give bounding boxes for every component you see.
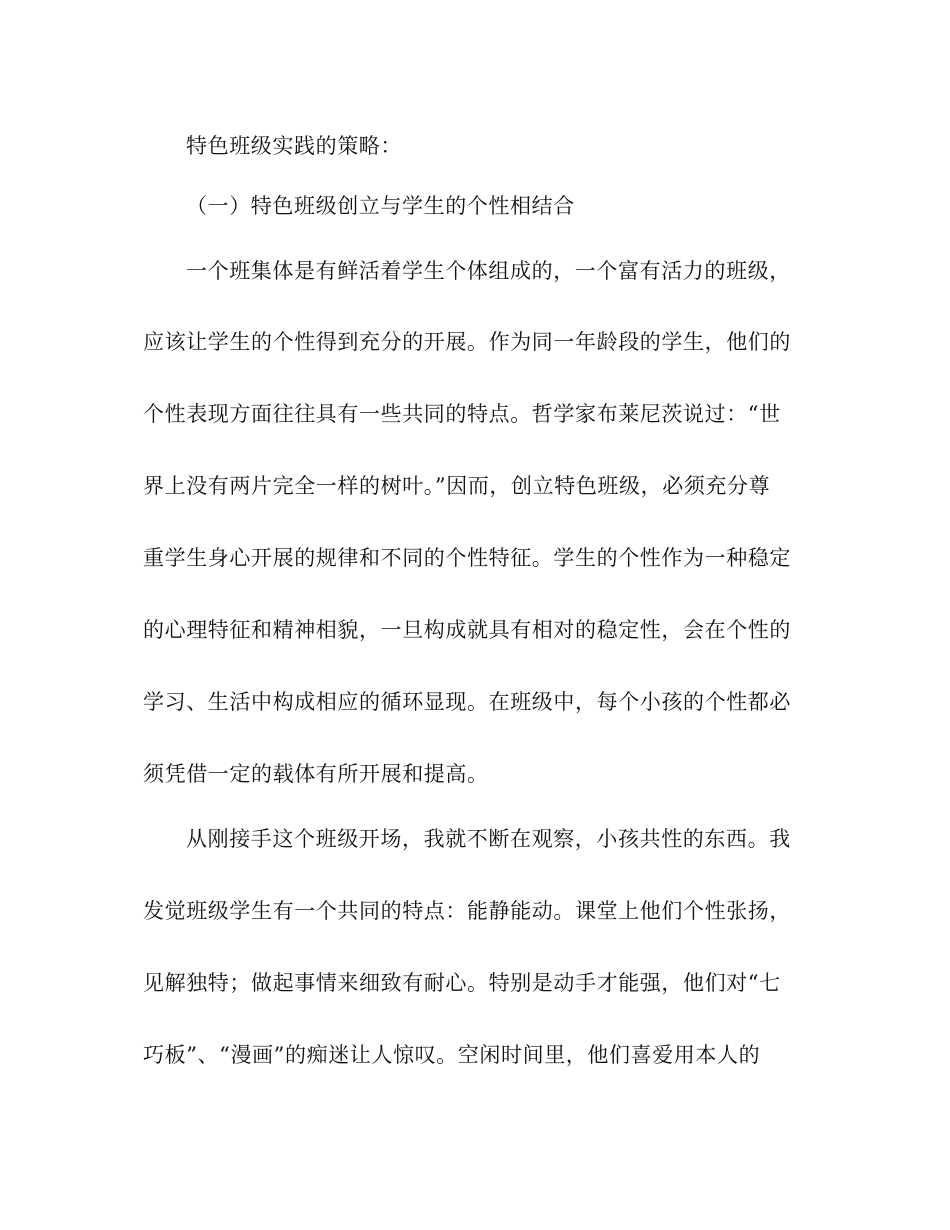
paragraph-line: 一个班集体是有鲜活着学生个体组成的，一个富有活力的班级， <box>186 259 791 283</box>
section-heading: 特色班级实践的策略： <box>186 134 402 158</box>
paragraph-line: 学习、生活中构成相应的循环显现。在班级中，每个小孩的个性都必 <box>143 690 791 714</box>
paragraph-line: 个性表现方面往往具有一些共同的特点。哲学家布莱尼茨说过：“世 <box>143 402 781 426</box>
paragraph-line: 从刚接手这个班级开场，我就不断在观察，小孩共性的东西。我 <box>186 827 791 851</box>
paragraph-line: 应该让学生的个性得到充分的开展。作为同一年龄段的学生，他们的 <box>143 330 791 354</box>
paragraph-line: 巧板”、“漫画”的痴迷让人惊叹。空闲时间里，他们喜爱用本人的 <box>143 1043 761 1067</box>
paragraph-line: 界上没有两片完全一样的树叶。”因而，创立特色班级，必须充分尊 <box>143 474 771 498</box>
paragraph-line: 须凭借一定的载体有所开展和提高。 <box>143 762 489 786</box>
paragraph-line: 发觉班级学生有一个共同的特点：能静能动。课堂上他们个性张扬， <box>143 899 791 923</box>
paragraph-line: 重学生身心开展的规律和不同的个性特征。学生的个性作为一种稳定 <box>143 546 791 570</box>
subsection-heading: （一）特色班级创立与学生的个性相结合 <box>186 194 575 218</box>
paragraph-line: 的心理特征和精神相貌，一旦构成就具有相对的稳定性，会在个性的 <box>143 618 791 642</box>
paragraph-line: 见解独特；做起事情来细致有耐心。特别是动手才能强，他们对“七 <box>143 971 781 995</box>
